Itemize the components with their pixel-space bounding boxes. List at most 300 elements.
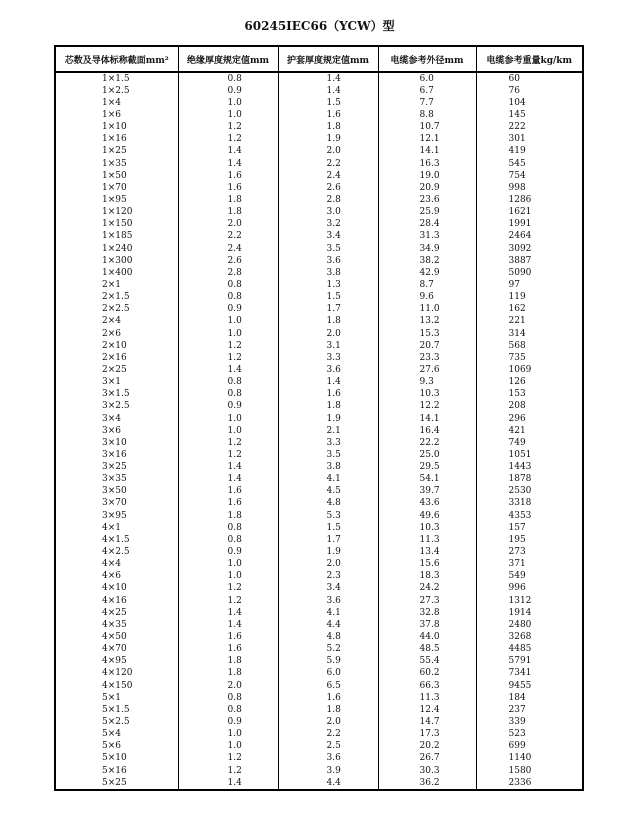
cell-cross-section: 4×4 [55, 559, 178, 571]
cell-cross-section: 2×10 [55, 340, 178, 352]
cell-diameter: 12.2 [378, 401, 476, 413]
cell-sheath: 2.2 [278, 158, 378, 170]
cell-insulation: 0.8 [178, 377, 278, 389]
cell-insulation: 1.0 [178, 109, 278, 121]
cell-diameter: 11.0 [378, 304, 476, 316]
cell-cross-section: 4×120 [55, 668, 178, 680]
cell-insulation: 1.0 [178, 729, 278, 741]
cell-sheath: 1.8 [278, 401, 378, 413]
cell-diameter: 28.4 [378, 219, 476, 231]
cell-insulation: 1.2 [178, 449, 278, 461]
table-row [55, 619, 583, 631]
cell-diameter: 24.2 [378, 583, 476, 595]
cell-weight: 1580 [476, 765, 583, 777]
cell-sheath: 1.9 [278, 134, 378, 146]
cell-weight: 568 [476, 340, 583, 352]
cell-diameter: 38.2 [378, 255, 476, 267]
cell-cross-section: 1×2.5 [55, 85, 178, 97]
cell-cross-section: 3×4 [55, 413, 178, 425]
cell-sheath: 5.3 [278, 510, 378, 522]
cell-diameter: 11.3 [378, 534, 476, 546]
cell-cross-section: 4×2.5 [55, 546, 178, 558]
cell-weight: 1286 [476, 194, 583, 206]
header-insulation-thickness: 绝缘厚度规定值mm [178, 46, 278, 72]
cell-diameter: 16.3 [378, 158, 476, 170]
cell-insulation: 1.2 [178, 134, 278, 146]
cell-cross-section: 1×185 [55, 231, 178, 243]
cell-cross-section: 3×16 [55, 449, 178, 461]
cell-sheath: 1.5 [278, 292, 378, 304]
cell-insulation: 1.0 [178, 97, 278, 109]
cell-sheath: 3.2 [278, 219, 378, 231]
table-row [55, 122, 583, 134]
cell-sheath: 1.6 [278, 692, 378, 704]
cell-weight: 222 [476, 122, 583, 134]
cell-sheath: 5.2 [278, 644, 378, 656]
cell-cross-section: 3×6 [55, 425, 178, 437]
cell-diameter: 27.6 [378, 364, 476, 376]
cell-weight: 2464 [476, 231, 583, 243]
cell-sheath: 1.7 [278, 304, 378, 316]
cell-insulation: 0.8 [178, 522, 278, 534]
cell-diameter: 12.1 [378, 134, 476, 146]
table-row [55, 534, 583, 546]
cell-diameter: 25.9 [378, 207, 476, 219]
cell-sheath: 1.6 [278, 389, 378, 401]
cell-sheath: 2.1 [278, 425, 378, 437]
cell-sheath: 1.9 [278, 413, 378, 425]
cell-cross-section: 3×50 [55, 486, 178, 498]
table-header-row [55, 46, 583, 72]
table-row [55, 449, 583, 461]
cell-insulation: 0.8 [178, 279, 278, 291]
cell-weight: 221 [476, 316, 583, 328]
cell-cross-section: 1×16 [55, 134, 178, 146]
page-title: 60245IEC66（YCW）型 [244, 19, 395, 33]
cell-insulation: 0.9 [178, 546, 278, 558]
cell-weight: 1914 [476, 607, 583, 619]
cell-insulation: 1.4 [178, 146, 278, 158]
cell-insulation: 1.8 [178, 194, 278, 206]
cell-sheath: 1.8 [278, 122, 378, 134]
cell-weight: 735 [476, 352, 583, 364]
cell-sheath: 2.0 [278, 716, 378, 728]
cell-diameter: 11.3 [378, 692, 476, 704]
cell-sheath: 4.8 [278, 498, 378, 510]
cable-spec-table [54, 45, 584, 791]
cell-weight: 3092 [476, 243, 583, 255]
table-row [55, 72, 583, 85]
cell-weight: 371 [476, 559, 583, 571]
cell-cross-section: 3×25 [55, 462, 178, 474]
table-row [55, 97, 583, 109]
cell-weight: 2336 [476, 777, 583, 790]
cell-diameter: 9.3 [378, 377, 476, 389]
cell-cross-section: 1×150 [55, 219, 178, 231]
table-row [55, 607, 583, 619]
cell-insulation: 1.4 [178, 158, 278, 170]
cell-insulation: 0.8 [178, 292, 278, 304]
table-row [55, 134, 583, 146]
cell-diameter: 60.2 [378, 668, 476, 680]
table-body [55, 72, 583, 790]
cell-insulation: 1.4 [178, 607, 278, 619]
cell-sheath: 5.9 [278, 656, 378, 668]
cell-sheath: 4.4 [278, 777, 378, 790]
cell-cross-section: 2×16 [55, 352, 178, 364]
table-row [55, 352, 583, 364]
cell-sheath: 4.1 [278, 607, 378, 619]
cell-sheath: 6.0 [278, 668, 378, 680]
cell-diameter: 10.3 [378, 522, 476, 534]
table-row [55, 279, 583, 291]
cell-cross-section: 1×10 [55, 122, 178, 134]
cell-weight: 97 [476, 279, 583, 291]
cell-insulation: 1.0 [178, 741, 278, 753]
cell-weight: 126 [476, 377, 583, 389]
cell-cross-section: 2×4 [55, 316, 178, 328]
cell-cross-section: 3×1.5 [55, 389, 178, 401]
cell-sheath: 1.4 [278, 85, 378, 97]
cell-insulation: 0.8 [178, 704, 278, 716]
cell-sheath: 3.1 [278, 340, 378, 352]
table-row [55, 716, 583, 728]
cell-weight: 208 [476, 401, 583, 413]
table-row [55, 546, 583, 558]
cell-insulation: 1.2 [178, 122, 278, 134]
cell-cross-section: 1×240 [55, 243, 178, 255]
cell-insulation: 1.2 [178, 595, 278, 607]
table-row [55, 109, 583, 121]
cell-cross-section: 3×2.5 [55, 401, 178, 413]
cell-weight: 1140 [476, 753, 583, 765]
cell-diameter: 10.3 [378, 389, 476, 401]
cell-diameter: 30.3 [378, 765, 476, 777]
cell-weight: 523 [476, 729, 583, 741]
table-row [55, 243, 583, 255]
cell-sheath: 3.4 [278, 231, 378, 243]
table-row [55, 510, 583, 522]
cell-insulation: 0.8 [178, 389, 278, 401]
cell-diameter: 16.4 [378, 425, 476, 437]
cell-weight: 237 [476, 704, 583, 716]
cell-cross-section: 3×1 [55, 377, 178, 389]
cell-sheath: 2.0 [278, 146, 378, 158]
cell-insulation: 1.4 [178, 364, 278, 376]
table-row [55, 765, 583, 777]
cell-cross-section: 1×95 [55, 194, 178, 206]
cell-diameter: 15.3 [378, 328, 476, 340]
cell-insulation: 1.0 [178, 559, 278, 571]
cell-diameter: 54.1 [378, 474, 476, 486]
table-row [55, 777, 583, 790]
cell-cross-section: 4×70 [55, 644, 178, 656]
table-row [55, 364, 583, 376]
cell-weight: 76 [476, 85, 583, 97]
cell-cross-section: 4×50 [55, 631, 178, 643]
table-row [55, 182, 583, 194]
cell-sheath: 4.4 [278, 619, 378, 631]
cell-insulation: 0.9 [178, 401, 278, 413]
cell-diameter: 14.1 [378, 413, 476, 425]
cell-sheath: 1.4 [278, 72, 378, 85]
cell-weight: 157 [476, 522, 583, 534]
cell-insulation: 1.6 [178, 498, 278, 510]
cell-insulation: 1.2 [178, 437, 278, 449]
cell-diameter: 27.3 [378, 595, 476, 607]
cell-diameter: 20.7 [378, 340, 476, 352]
cell-weight: 3887 [476, 255, 583, 267]
table-row [55, 462, 583, 474]
table-row [55, 498, 583, 510]
cell-cross-section: 5×4 [55, 729, 178, 741]
table-row [55, 413, 583, 425]
table-row [55, 692, 583, 704]
cell-cross-section: 5×1.5 [55, 704, 178, 716]
table-row [55, 207, 583, 219]
cell-diameter: 49.6 [378, 510, 476, 522]
cell-weight: 3318 [476, 498, 583, 510]
cell-weight: 3268 [476, 631, 583, 643]
cell-sheath: 3.5 [278, 449, 378, 461]
cell-sheath: 1.4 [278, 377, 378, 389]
cell-sheath: 3.6 [278, 364, 378, 376]
cell-cross-section: 2×25 [55, 364, 178, 376]
table-row [55, 656, 583, 668]
cell-weight: 5791 [476, 656, 583, 668]
table-row [55, 219, 583, 231]
cell-weight: 4353 [476, 510, 583, 522]
cell-diameter: 20.2 [378, 741, 476, 753]
cell-insulation: 1.2 [178, 352, 278, 364]
cell-sheath: 3.6 [278, 753, 378, 765]
cell-sheath: 2.4 [278, 170, 378, 182]
cell-sheath: 4.8 [278, 631, 378, 643]
cell-cross-section: 2×6 [55, 328, 178, 340]
cell-insulation: 1.2 [178, 583, 278, 595]
cell-sheath: 2.3 [278, 571, 378, 583]
table-row [55, 316, 583, 328]
table-row [55, 389, 583, 401]
cell-diameter: 12.4 [378, 704, 476, 716]
table-row [55, 644, 583, 656]
table-row [55, 170, 583, 182]
cell-diameter: 29.5 [378, 462, 476, 474]
cell-insulation: 1.0 [178, 571, 278, 583]
cell-sheath: 1.6 [278, 109, 378, 121]
cell-diameter: 42.9 [378, 267, 476, 279]
table-row [55, 680, 583, 692]
table-row [55, 292, 583, 304]
cell-diameter: 13.2 [378, 316, 476, 328]
cell-weight: 119 [476, 292, 583, 304]
cell-weight: 1621 [476, 207, 583, 219]
cell-sheath: 1.9 [278, 546, 378, 558]
cell-sheath: 3.8 [278, 462, 378, 474]
cell-cross-section: 3×10 [55, 437, 178, 449]
cell-insulation: 1.6 [178, 170, 278, 182]
cell-cross-section: 1×35 [55, 158, 178, 170]
table-row [55, 522, 583, 534]
cell-insulation: 1.0 [178, 316, 278, 328]
cell-weight: 749 [476, 437, 583, 449]
cell-cross-section: 2×1 [55, 279, 178, 291]
cell-sheath: 3.9 [278, 765, 378, 777]
cell-sheath: 4.5 [278, 486, 378, 498]
cell-sheath: 1.5 [278, 522, 378, 534]
cell-weight: 1878 [476, 474, 583, 486]
cell-sheath: 3.6 [278, 255, 378, 267]
cell-insulation: 1.8 [178, 207, 278, 219]
cell-weight: 314 [476, 328, 583, 340]
cell-weight: 996 [476, 583, 583, 595]
cell-weight: 104 [476, 97, 583, 109]
cell-diameter: 23.3 [378, 352, 476, 364]
cell-insulation: 2.2 [178, 231, 278, 243]
cell-cross-section: 2×1.5 [55, 292, 178, 304]
table-row [55, 704, 583, 716]
table-row [55, 595, 583, 607]
cell-insulation: 1.2 [178, 753, 278, 765]
cell-insulation: 0.8 [178, 534, 278, 546]
cell-weight: 195 [476, 534, 583, 546]
cell-diameter: 32.8 [378, 607, 476, 619]
cell-diameter: 10.7 [378, 122, 476, 134]
cell-sheath: 3.3 [278, 437, 378, 449]
cell-diameter: 22.2 [378, 437, 476, 449]
cell-insulation: 1.6 [178, 486, 278, 498]
cell-cross-section: 4×95 [55, 656, 178, 668]
cell-weight: 339 [476, 716, 583, 728]
table-row [55, 255, 583, 267]
table-row [55, 474, 583, 486]
table-row [55, 729, 583, 741]
cell-weight: 549 [476, 571, 583, 583]
cell-insulation: 1.4 [178, 777, 278, 790]
cell-sheath: 3.5 [278, 243, 378, 255]
cell-cross-section: 1×50 [55, 170, 178, 182]
cell-cross-section: 5×10 [55, 753, 178, 765]
cell-cross-section: 4×16 [55, 595, 178, 607]
cell-weight: 1991 [476, 219, 583, 231]
cell-insulation: 1.6 [178, 631, 278, 643]
cell-diameter: 37.8 [378, 619, 476, 631]
cell-diameter: 66.3 [378, 680, 476, 692]
cell-cross-section: 1×25 [55, 146, 178, 158]
table-row [55, 583, 583, 595]
cell-cross-section: 5×2.5 [55, 716, 178, 728]
cell-insulation: 1.8 [178, 656, 278, 668]
cell-cross-section: 4×10 [55, 583, 178, 595]
cell-diameter: 6.7 [378, 85, 476, 97]
cell-diameter: 55.4 [378, 656, 476, 668]
cell-cross-section: 4×1.5 [55, 534, 178, 546]
cell-cross-section: 1×400 [55, 267, 178, 279]
table-row [55, 437, 583, 449]
cell-cross-section: 1×6 [55, 109, 178, 121]
cell-insulation: 1.4 [178, 474, 278, 486]
table-row [55, 631, 583, 643]
table-row [55, 668, 583, 680]
cell-cross-section: 3×95 [55, 510, 178, 522]
cell-insulation: 1.8 [178, 510, 278, 522]
cell-cross-section: 4×6 [55, 571, 178, 583]
cell-diameter: 14.1 [378, 146, 476, 158]
cell-diameter: 15.6 [378, 559, 476, 571]
cell-sheath: 2.8 [278, 194, 378, 206]
table-row [55, 158, 583, 170]
table-row [55, 194, 583, 206]
cell-diameter: 23.6 [378, 194, 476, 206]
cell-sheath: 1.3 [278, 279, 378, 291]
header-outer-diameter: 电缆参考外径mm [378, 46, 476, 72]
cell-insulation: 1.6 [178, 182, 278, 194]
cell-diameter: 13.4 [378, 546, 476, 558]
cell-weight: 2480 [476, 619, 583, 631]
cell-weight: 421 [476, 425, 583, 437]
cell-insulation: 2.0 [178, 219, 278, 231]
cell-weight: 699 [476, 741, 583, 753]
cell-diameter: 39.7 [378, 486, 476, 498]
cell-diameter: 9.6 [378, 292, 476, 304]
table-row [55, 559, 583, 571]
table-row [55, 146, 583, 158]
table-row [55, 486, 583, 498]
cell-diameter: 34.9 [378, 243, 476, 255]
table-row [55, 741, 583, 753]
cell-weight: 273 [476, 546, 583, 558]
cell-weight: 145 [476, 109, 583, 121]
cell-diameter: 8.7 [378, 279, 476, 291]
cell-insulation: 2.8 [178, 267, 278, 279]
cell-weight: 1069 [476, 364, 583, 376]
cell-cross-section: 4×35 [55, 619, 178, 631]
table-row [55, 425, 583, 437]
cell-sheath: 1.7 [278, 534, 378, 546]
cell-sheath: 2.0 [278, 328, 378, 340]
cell-weight: 1443 [476, 462, 583, 474]
cell-sheath: 2.0 [278, 559, 378, 571]
cell-insulation: 2.0 [178, 680, 278, 692]
cell-diameter: 26.7 [378, 753, 476, 765]
cell-insulation: 1.2 [178, 765, 278, 777]
cell-cross-section: 4×25 [55, 607, 178, 619]
cell-sheath: 1.5 [278, 97, 378, 109]
cell-diameter: 48.5 [378, 644, 476, 656]
cell-weight: 1312 [476, 595, 583, 607]
cell-weight: 296 [476, 413, 583, 425]
cell-diameter: 6.0 [378, 72, 476, 85]
cell-diameter: 43.6 [378, 498, 476, 510]
cell-diameter: 8.8 [378, 109, 476, 121]
cell-weight: 301 [476, 134, 583, 146]
table-row [55, 377, 583, 389]
cell-cross-section: 1×300 [55, 255, 178, 267]
cell-weight: 1051 [476, 449, 583, 461]
cell-insulation: 1.2 [178, 340, 278, 352]
cell-weight: 184 [476, 692, 583, 704]
cell-diameter: 25.0 [378, 449, 476, 461]
cell-cross-section: 1×120 [55, 207, 178, 219]
cell-insulation: 1.6 [178, 644, 278, 656]
cell-diameter: 31.3 [378, 231, 476, 243]
cell-cross-section: 5×6 [55, 741, 178, 753]
cell-sheath: 2.6 [278, 182, 378, 194]
cell-insulation: 1.0 [178, 413, 278, 425]
cell-weight: 7341 [476, 668, 583, 680]
cell-cross-section: 5×25 [55, 777, 178, 790]
cell-insulation: 2.4 [178, 243, 278, 255]
